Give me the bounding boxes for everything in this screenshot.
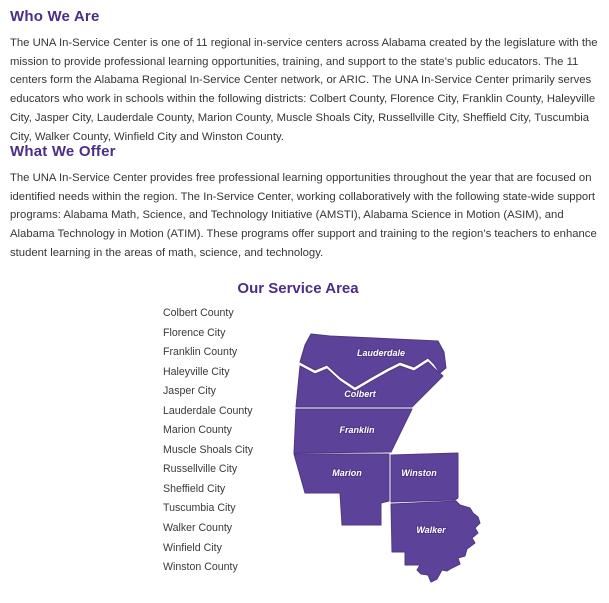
list-item: Haleyville City bbox=[163, 365, 230, 378]
county-label-walker: Walker bbox=[416, 525, 446, 535]
district-list bbox=[163, 304, 253, 578]
county-shape-walker bbox=[391, 501, 480, 582]
list-item: Jasper City bbox=[163, 385, 216, 398]
county-label-lauderdale: Lauderdale bbox=[356, 348, 406, 358]
list-item: Franklin County bbox=[163, 346, 238, 359]
county-label-winston: Winston bbox=[401, 468, 437, 478]
what-we-offer-heading: What We Offer bbox=[10, 143, 116, 160]
who-we-are-heading: Who We Are bbox=[10, 8, 100, 25]
service-area-map bbox=[292, 332, 492, 592]
list-item: Winston County bbox=[163, 561, 238, 574]
service-area-heading: Our Service Area bbox=[237, 280, 359, 297]
list-item: Colbert County bbox=[163, 307, 234, 319]
county-label-colbert: Colbert bbox=[344, 389, 376, 399]
list-item: Russellville City bbox=[163, 463, 238, 476]
list-item: Florence City bbox=[163, 326, 226, 339]
list-item: Lauderdale County bbox=[163, 404, 253, 417]
what-we-offer-paragraph: The UNA In-Service Center provides free professional learning opportunities throughout the year that are focused on identified needs within the region. The In-Service Center, working collaboratively with the following state-wide support programs: Alabama Math, Science, and Technology Initiative (AMSTI), Alabama Science in Motion (ASIM), and Alabama Technology in Motion (ATIM). These programs offer support and training to the region’s teachers to enhance student learning in the areas of math, science, and technology. bbox=[10, 172, 597, 259]
county-shape-marion bbox=[294, 454, 389, 525]
list-item: Walker County bbox=[163, 522, 233, 535]
list-item: Muscle Shoals City bbox=[163, 443, 254, 456]
list-item: Sheffield City bbox=[163, 482, 226, 495]
list-item: Marion County bbox=[163, 424, 232, 437]
who-we-are-paragraph: The UNA In-Service Center is one of 11 regional in-service centers across Alabama created by the legislature with the mission to provide professional learning opportunities, training, and support to the state’s public educators. The 11 centers form the Alabama Regional In-Service Center network, or ARIC. The UNA In-Service Center primarily serves educators who work in schools within the following districts: Colbert County, Florence City, Franklin County, Haleyville City, Jasper City, Lauderdale County, Marion County, Muscle Shoals City, Russellville City, Sheffield City, Tuscumbia City, Walker County, Winfield City and Winston County. bbox=[10, 37, 598, 143]
county-label-marion: Marion bbox=[332, 468, 362, 478]
list-item: Winfield City bbox=[163, 541, 222, 554]
list-item: Tuscumbia City bbox=[163, 502, 236, 515]
county-label-franklin: Franklin bbox=[339, 425, 375, 435]
